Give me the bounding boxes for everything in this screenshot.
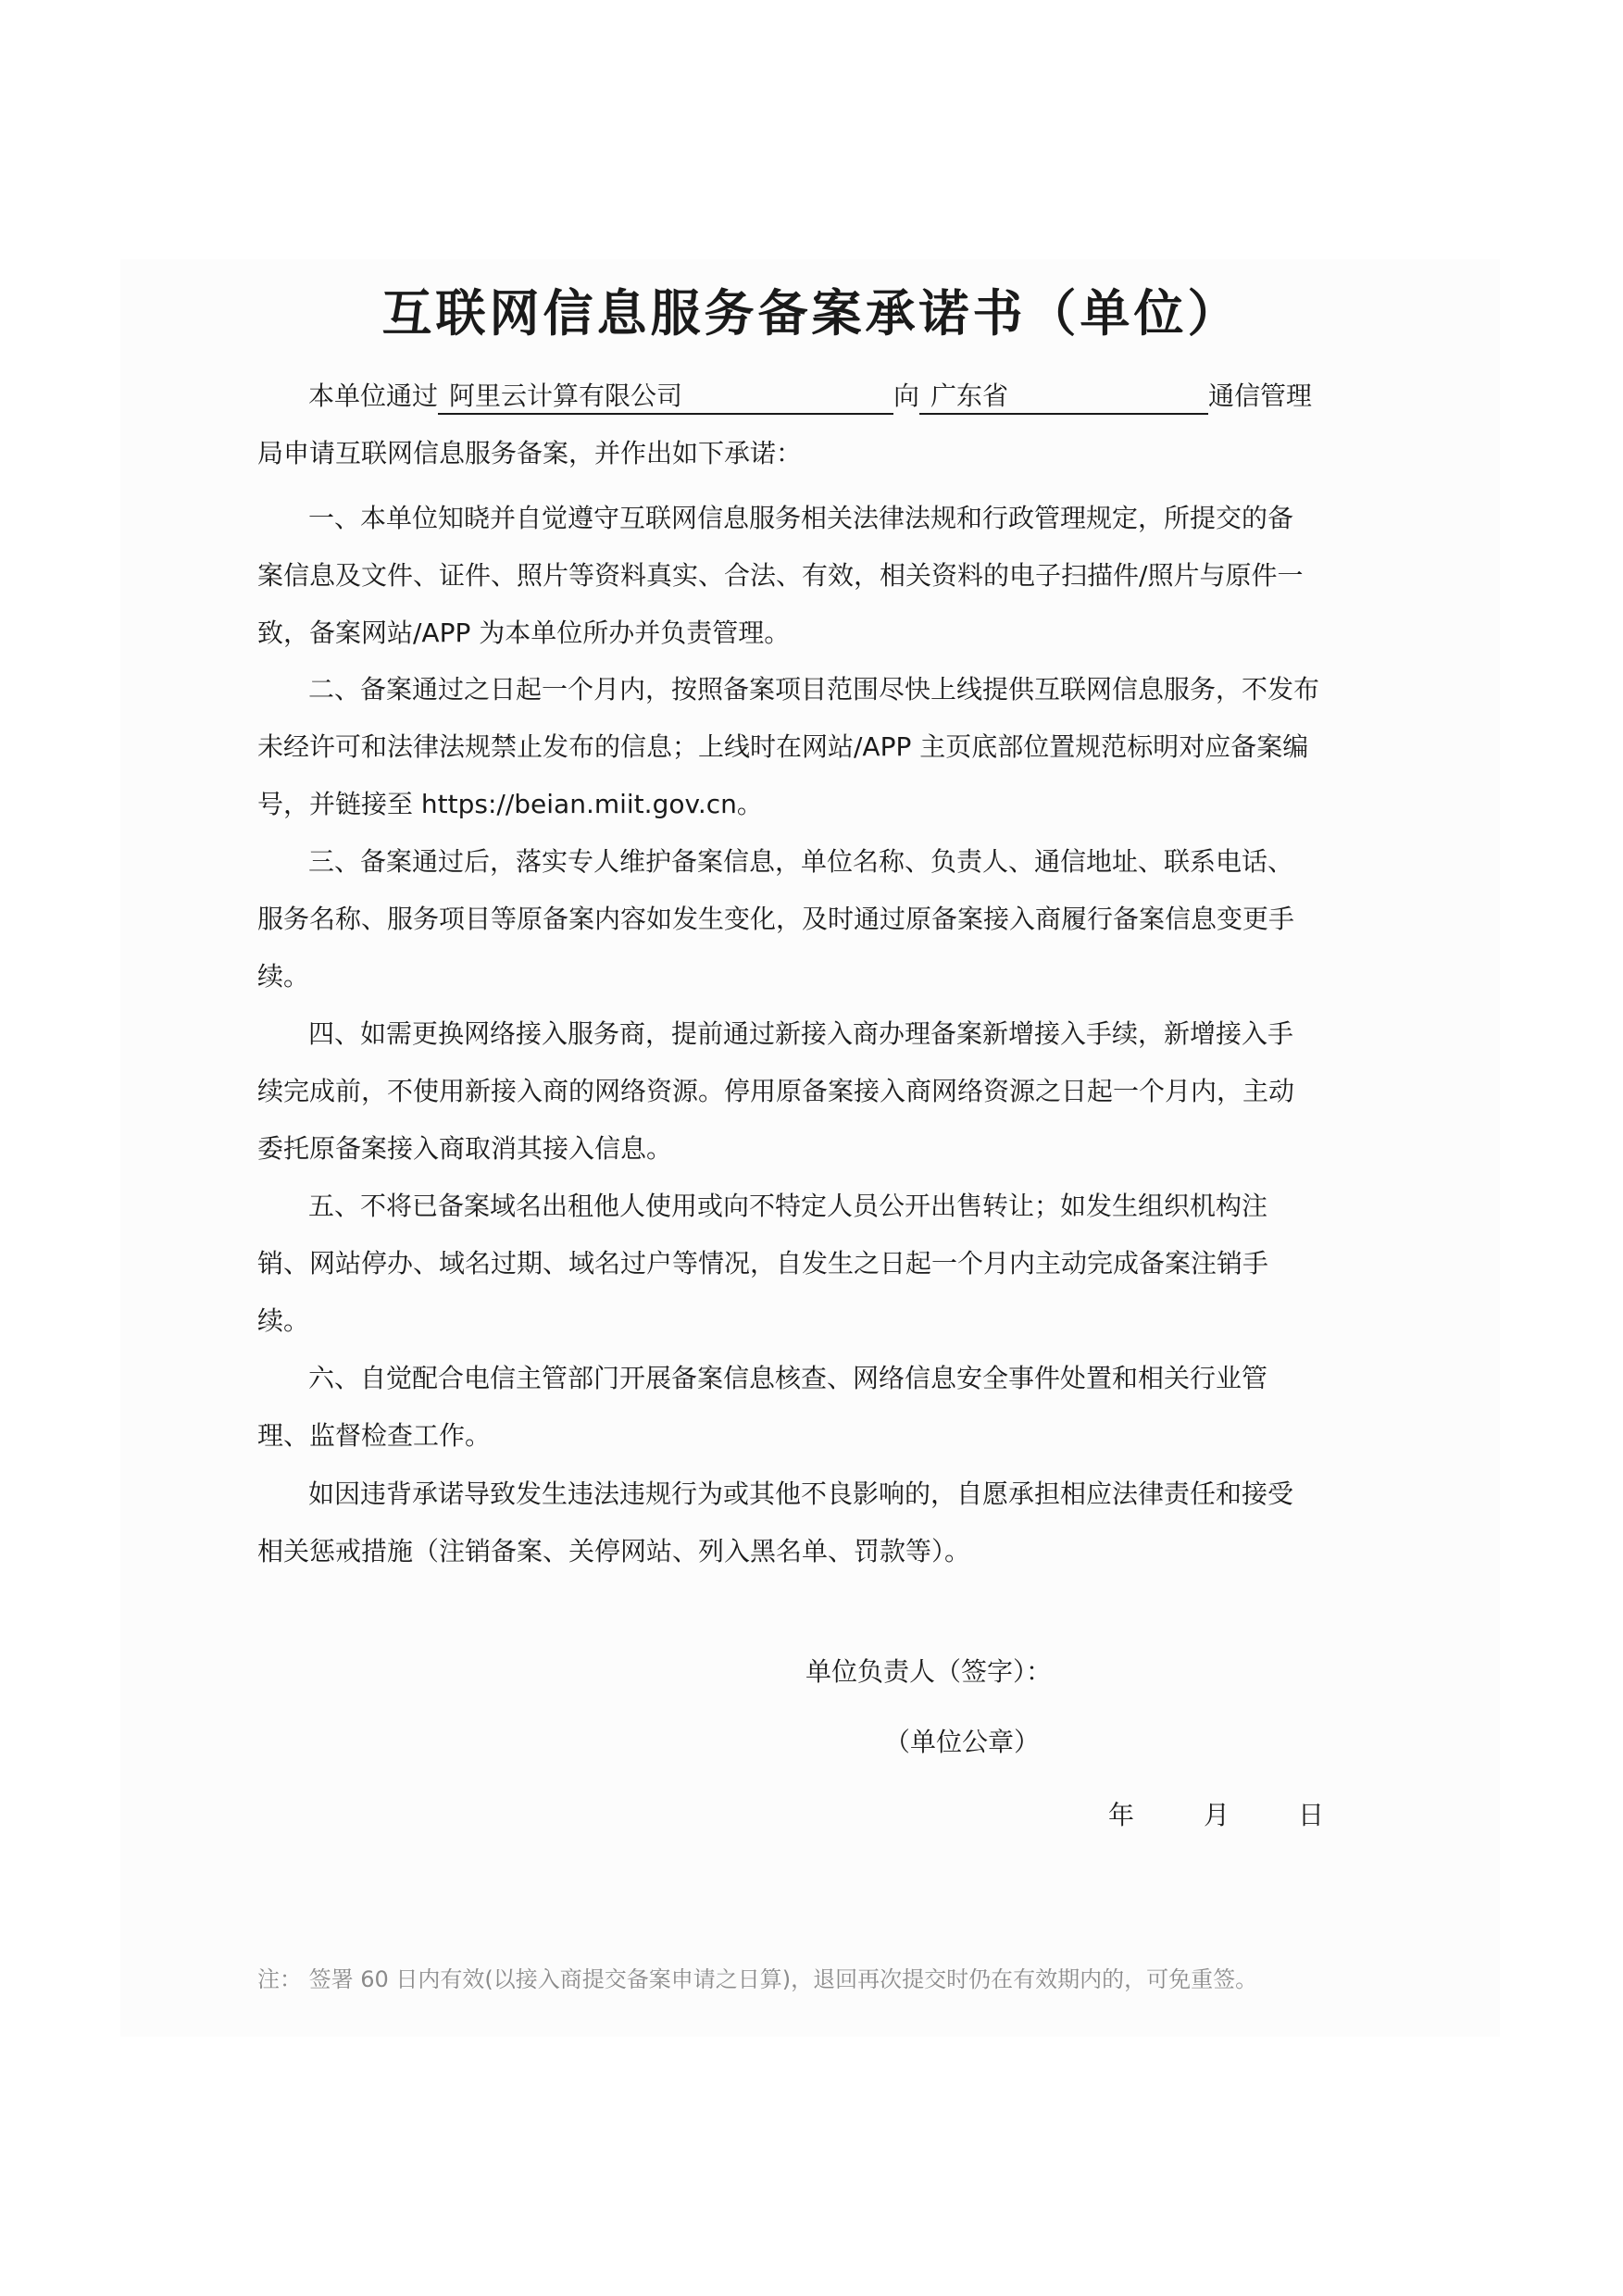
- intro-prefix: 本单位通过: [308, 381, 439, 411]
- body-line: 致，备案网站/APP 为本单位所办并负责管理。: [257, 618, 791, 648]
- body-line: 续。: [257, 1305, 310, 1336]
- unit-seal-label: （单位公章）: [884, 1727, 1041, 1757]
- body-line: 四、如需更换网络接入服务商，提前通过新接入商办理备案新增接入手续，新增接入手: [308, 1018, 1294, 1049]
- intro-to: 向: [893, 381, 920, 411]
- body-line: 未经许可和法律法规禁止发布的信息；上线时在网站/APP 主页底部位置规范标明对应备案编: [257, 731, 1309, 762]
- date-year-label: 年: [1108, 1800, 1135, 1830]
- intro-line-1: [308, 378, 1312, 415]
- province-field: 广东省: [919, 380, 1208, 415]
- validity-note: 注： 签署 60 日内有效(以接入商提交备案申请之日算)，退回再次提交时仍在有效期内的，可免重签。: [257, 1966, 1258, 1992]
- body-line: 服务名称、服务项目等原备案内容如发生变化，及时通过原备案接入商履行备案信息变更手: [257, 904, 1295, 934]
- date-month-label: 月: [1204, 1800, 1230, 1830]
- intro-suffix: 通信管理: [1208, 381, 1313, 411]
- responsible-signature-label: 单位负责人（签字）：: [805, 1656, 1053, 1687]
- body-line: 号，并链接至 https://beian.miit.gov.cn。: [257, 789, 763, 819]
- body-line: 二、备案通过之日起一个月内，按照备案项目范围尽快上线提供互联网信息服务，不发布: [308, 674, 1320, 705]
- date-day-label: 日: [1298, 1800, 1325, 1830]
- body-line: 如因违背承诺导致发生违法违规行为或其他不良影响的，自愿承担相应法律责任和接受: [308, 1479, 1294, 1509]
- intro-line-2: 局申请互联网信息服务备案，并作出如下承诺：: [257, 438, 803, 468]
- body-line: 续。: [257, 961, 310, 992]
- body-line: 案信息及文件、证件、照片等资料真实、合法、有效，相关资料的电子扫描件/照片与原件一: [257, 560, 1304, 591]
- body-line: 六、自觉配合电信主管部门开展备案信息核查、网络信息安全事件处置和相关行业管: [308, 1363, 1268, 1393]
- body-line: 相关惩戒措施（注销备案、关停网站、列入黑名单、罚款等）。: [257, 1536, 971, 1566]
- company-field: 阿里云计算有限公司: [438, 380, 893, 415]
- document-title: 互联网信息服务备案承诺书（单位）: [381, 284, 1242, 343]
- body-line: 销、网站停办、域名过期、域名过户等情况，自发生之日起一个月内主动完成备案注销手: [257, 1248, 1269, 1279]
- body-line: 五、不将已备案域名出租他人使用或向不特定人员公开出售转让；如发生组织机构注: [308, 1191, 1268, 1221]
- body-line: 理、监督检查工作。: [257, 1420, 492, 1451]
- body-line: 续完成前，不使用新接入商的网络资源。停用原备案接入商网络资源之日起一个月内，主动: [257, 1076, 1295, 1106]
- body-line: 委托原备案接入商取消其接入信息。: [257, 1133, 673, 1164]
- body-line: 三、备案通过后，落实专人维护备案信息，单位名称、负责人、通信地址、联系电话、: [308, 846, 1294, 877]
- body-line: 一、本单位知晓并自觉遵守互联网信息服务相关法律法规和行政管理规定，所提交的备: [308, 503, 1294, 533]
